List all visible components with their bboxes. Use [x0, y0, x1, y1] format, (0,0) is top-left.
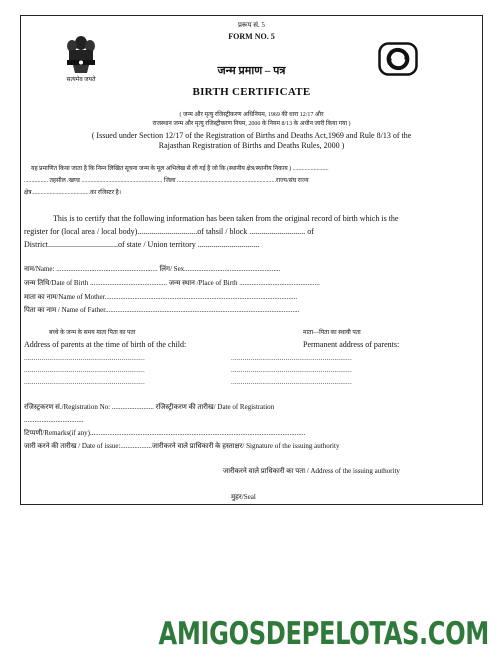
- registration-number: रजिस्ट्रकरण सं./Registration No: ........................ रजिस्ट्रीकरण की तारीख/ Date of Registration: [24, 403, 275, 411]
- english-certification-line-2: register for (local area / local body)..............................of tahsil / block ............................ of: [24, 227, 314, 236]
- form-number-hindi: प्ररूप सं. 5: [238, 21, 265, 29]
- permanent-address-line-1: ..............................................................: [231, 354, 352, 362]
- address-at-birth-hindi: बच्चे के जन्म के समय माता पिता का पता: [49, 330, 136, 336]
- address-at-birth-line-3: ..............................................................: [24, 378, 145, 386]
- english-certification-line-1: This is to certify that the following information has been taken from the original record of birth which is the: [53, 214, 399, 223]
- address-at-birth-line-2: ..............................................................: [24, 366, 145, 374]
- address-at-birth-line-1: ..............................................................: [24, 354, 145, 362]
- act-reference-hindi-1: ( जन्म और मृत्यु रजिस्ट्रीकरण अधिनियम, 1969 की धारा 12/17 और: [179, 112, 324, 118]
- permanent-address-label: Permanent address of parents:: [303, 340, 400, 349]
- title-hindi: जन्म प्रमाण – पत्र: [217, 65, 286, 77]
- permanent-address-line-3: ..............................................................: [231, 378, 352, 386]
- hindi-certification-line-2: ................ तहसील /खण्ड ...................................................... जिला ..................................................................राज्य/संघ राज्य: [24, 178, 309, 184]
- remarks-field: टिप्पणी/Remarks(if any)...........................................................................................................................: [24, 429, 306, 437]
- field-father-name: पिता का नाम / Name of Father...............................................................................................................: [24, 306, 300, 314]
- act-reference-english-2: Rajasthan Registration of Births and Deaths Rules, 2000 ): [158, 141, 345, 150]
- form-number: FORM NO. 5: [228, 32, 275, 41]
- act-reference-hindi-2: राजस्थान जन्म और मृत्यु रजिस्ट्रीकरण नियम, 2000 के नियम 8/13 के अधीन जारी किया गया ): [152, 121, 351, 127]
- field-date-place-of-birth: जन्म तिथि/Date of Birth ............................................ जन्म स्थान /Place of Birth ..............................................: [24, 279, 320, 287]
- issuing-authority-address: जारीकरने वाले प्राधिकारी का पता / Address of the issuing authority: [223, 467, 400, 475]
- seal-label: मुहर/Seal: [231, 493, 256, 501]
- birth-certificate-form: [20, 15, 483, 505]
- emblem-caption: सत्यमेव जयते: [66, 77, 96, 83]
- field-name-sex: नाम/Name: .......................................................... लिंग/ Sex.......................................................: [24, 265, 281, 273]
- field-mother-name: माता का नाम/Name of Mother..............................................................................................................: [24, 293, 298, 301]
- permanent-address-line-2: ..............................................................: [231, 366, 352, 374]
- hindi-certification-line-1: यह प्रमाणित किया जाता है कि निम्न लिखित सूचना जन्म के मूल अभिलेख से ली गई है जो कि (स्थानीय क्षेत्र/स्थानीय निकाय ) ........................: [31, 166, 329, 172]
- act-reference-english-1: ( Issued under Section 12/17 of the Registration of Births and Deaths Act,1969 and Rule 8/13 of the: [91, 131, 412, 140]
- english-certification-line-3: District...................................of state / Union territory ...............................: [24, 240, 260, 249]
- permanent-address-hindi: माता—पिता का स्थायी पता: [303, 330, 361, 336]
- title-english: BIRTH CERTIFICATE: [192, 86, 311, 98]
- issue-date-signature: जारी करने की तारीख / Date of issue:..................जारीकरने वाले प्राधिकारी के हस्ताक्षर/ Signature of the issuing authority: [24, 442, 340, 450]
- hindi-certification-line-3: क्षेत्र.......................................का रजिस्टर है।: [24, 190, 122, 196]
- site-watermark: AMIGOSDEPELOTAS.COM: [158, 616, 489, 652]
- registration-date-continued: ..................................: [24, 416, 84, 424]
- address-at-birth-label: Address of parents at the time of birth of the child:: [24, 340, 187, 349]
